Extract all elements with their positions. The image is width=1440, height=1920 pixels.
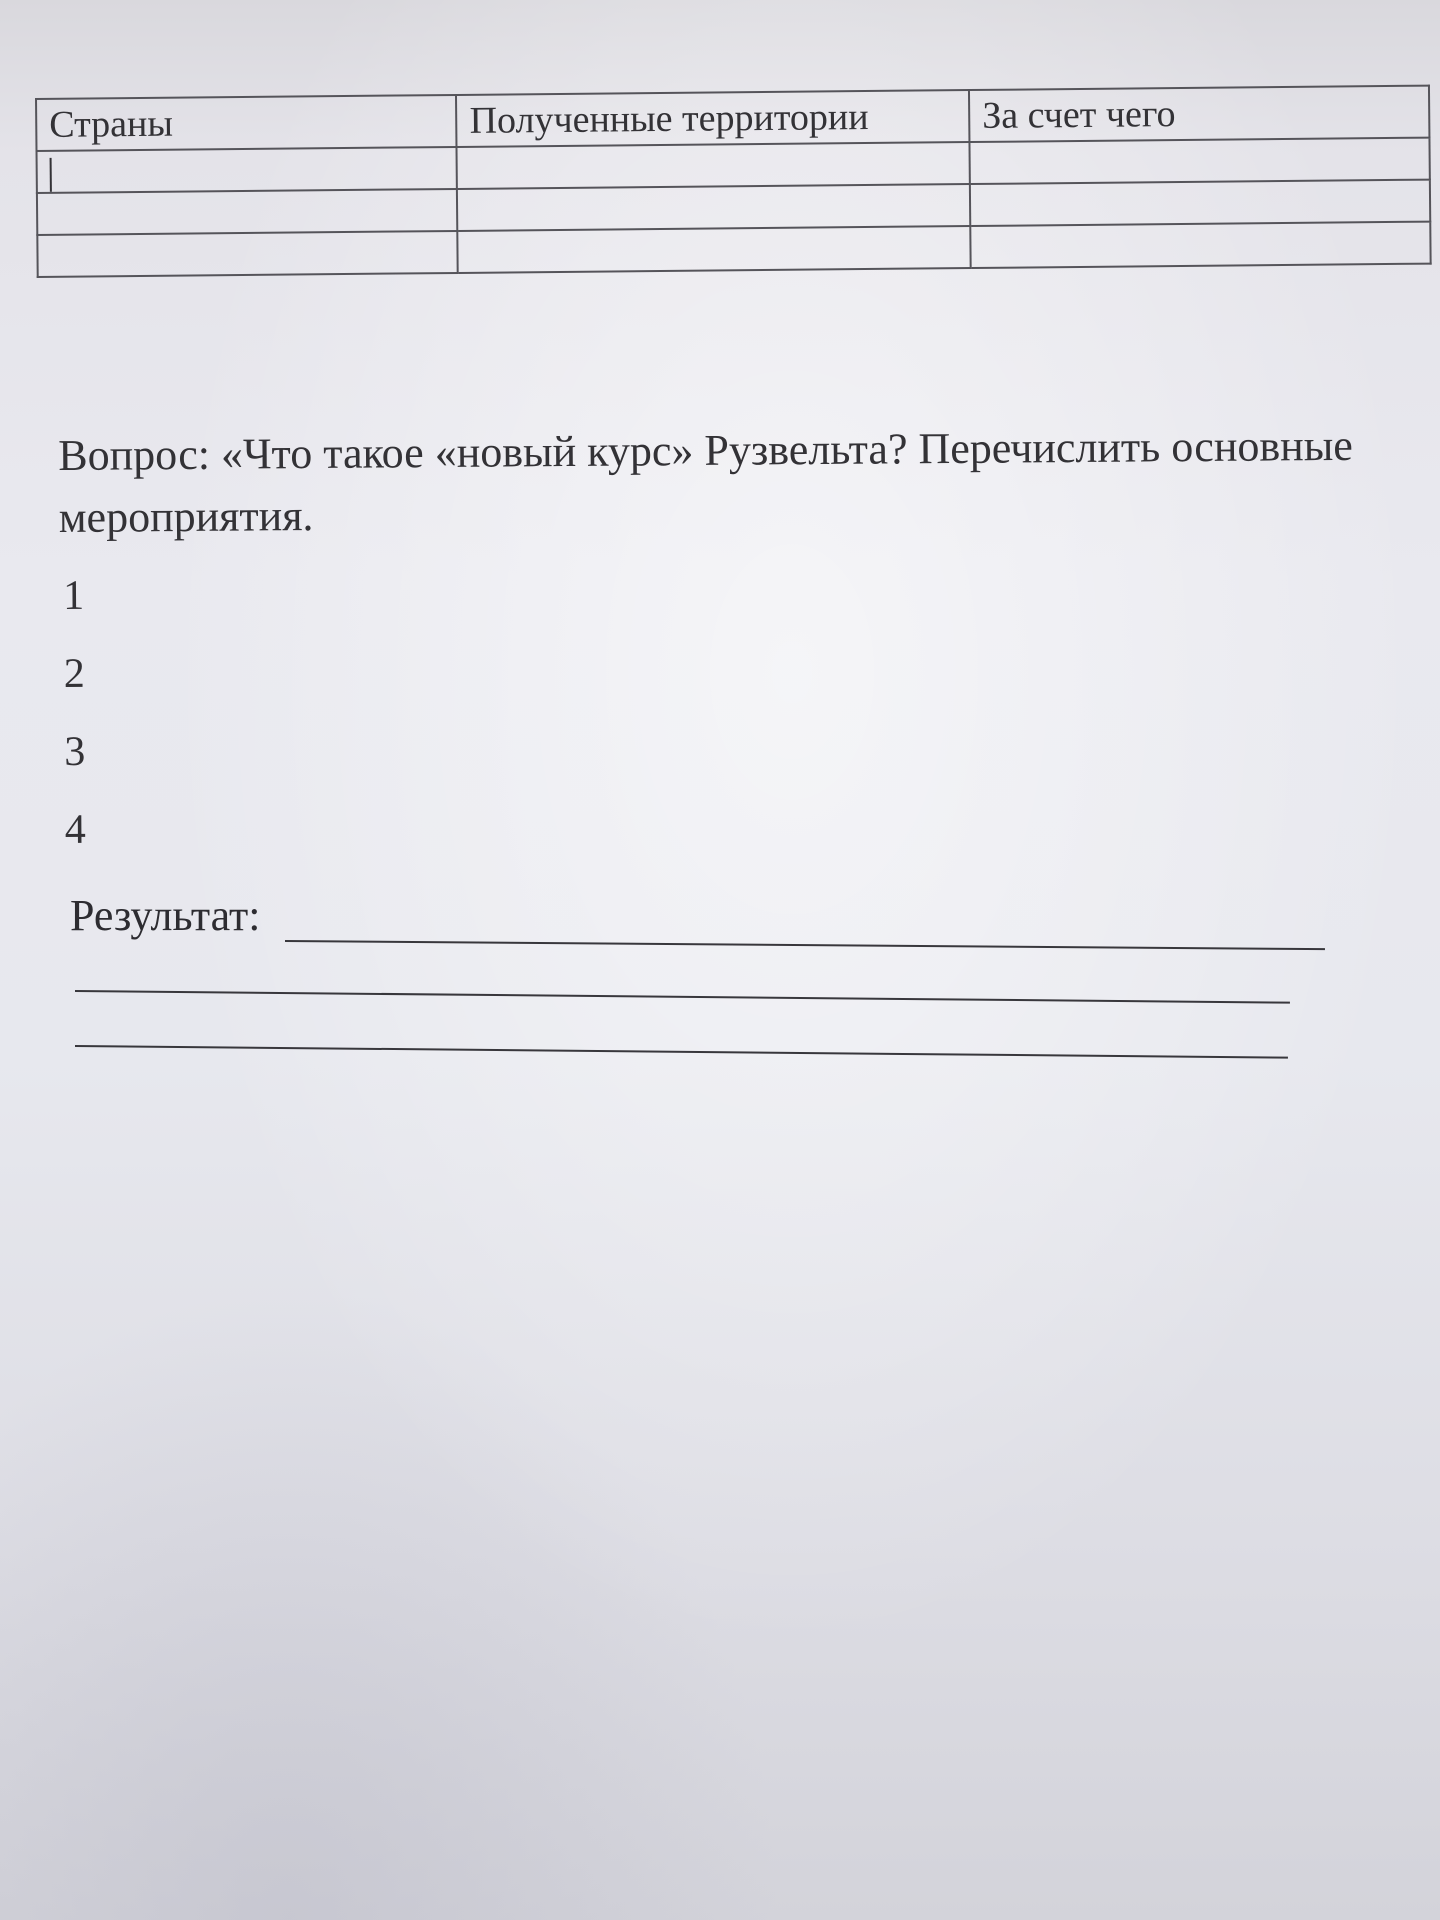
- answer-number: 3: [64, 728, 86, 775]
- header-acquired-territories: Полученные территории: [456, 90, 969, 147]
- answer-number: 1: [63, 572, 85, 619]
- question-text: Вопрос: «Что такое «новый курс» Рузвельта? Перечислить основные мероприятия.: [58, 420, 1354, 542]
- answer-number: 4: [64, 806, 86, 853]
- table-cell[interactable]: [457, 142, 970, 189]
- header-countries: Страны: [36, 95, 457, 151]
- result-label: Результат:: [70, 891, 261, 940]
- table-cell[interactable]: [457, 184, 970, 231]
- table-cell[interactable]: [37, 189, 458, 235]
- territories-table: [35, 85, 1432, 278]
- table-cell[interactable]: [970, 138, 1430, 184]
- header-by-what-means: За счет чего: [969, 86, 1429, 142]
- answer-list: [63, 570, 86, 882]
- table-cell[interactable]: [458, 226, 971, 273]
- answer-line: [75, 1045, 1288, 1059]
- table-cell[interactable]: [37, 147, 458, 193]
- text-cursor: [50, 157, 52, 191]
- table-cell[interactable]: [970, 180, 1430, 226]
- table-cell[interactable]: [37, 231, 458, 277]
- answer-line: [285, 940, 1325, 950]
- answer-number: 2: [63, 650, 85, 697]
- table-cell[interactable]: [970, 222, 1430, 268]
- territories-table-container: [35, 85, 1432, 278]
- answer-line: [75, 990, 1290, 1004]
